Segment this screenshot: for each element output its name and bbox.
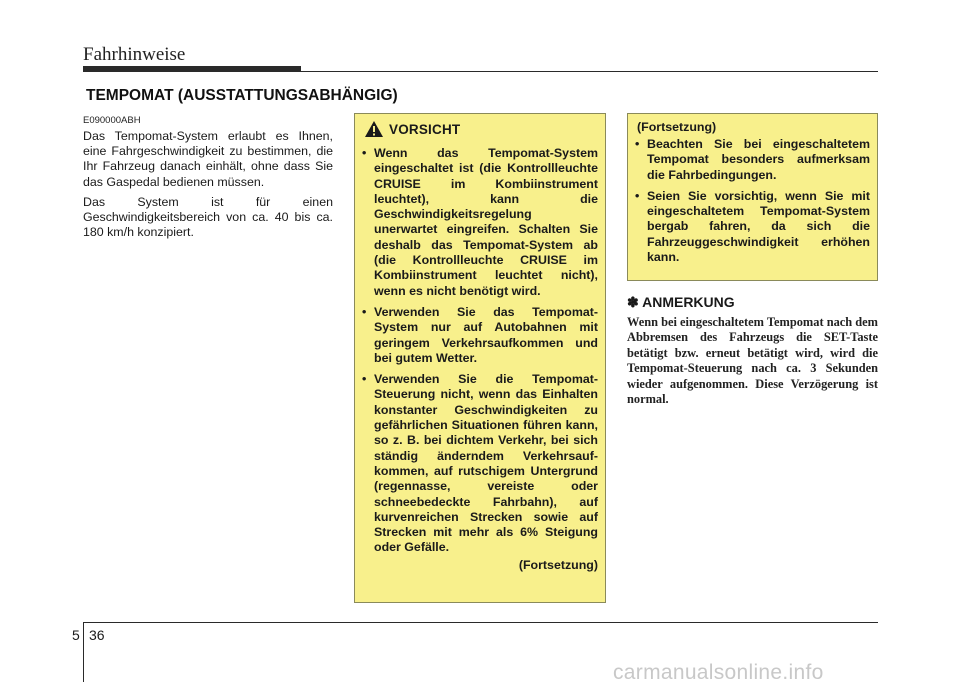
continuation-list bbox=[635, 137, 870, 265]
continuation-heading: (Fortsetzung) bbox=[637, 120, 717, 134]
header-rule bbox=[301, 71, 878, 72]
note-body: Wenn bei eingeschaltetem Tempomat nach dem Abbremsen des Fahrzeugs die SET-Taste betätigt bzw. erneut betätigt wird, wird die Tempomat-Steuerung nach ca. 3 Sekunden wieder aufgenommen. Diese Verzögerung ist normal. bbox=[627, 315, 878, 407]
warning-item: • Verwenden Sie die Tempomat-Steuerung nicht, wenn das Einhalten konstanter Geschwindigkeiten zu gefährlichen Situationen führen kann, so z. B. bei dichtem Verkehr, bei sich ständig änderndem Verkehrsaufkommen, auf rutschigem Untergrund (regennasse, vereiste oder schneebedeckte Fahrbahn), auf kurvenreichen Strecken sowie auf Strecken mit mehr als 6% Steigung oder Gefälle. bbox=[362, 372, 598, 556]
chapter-number: 5 bbox=[72, 627, 80, 643]
continuation-item: • Seien Sie vorsichtig, wenn Sie mit eingeschaltetem Tempomat-System bergab fahren, da sich die Fahrzeuggeschwindigkeit erhöhen kann. bbox=[635, 189, 870, 265]
warning-item: • Wenn das Tempomat-System eingeschaltet ist (die Kontrollleuchte CRUISE im Kombiinstrument leuchtet), kann die Geschwindigkeitsregelung unerwartet eingreifen. Schalten Sie deshalb das Tempomat-System ab (die Kontrollleuchte CRUISE im Kombiinstrument leuchtet nicht), wenn es nicht benötigt wird. bbox=[362, 146, 598, 299]
warning-list bbox=[362, 146, 598, 556]
continuation-box bbox=[627, 113, 878, 281]
section-title: TEMPOMAT (AUSSTATTUNGSABHÄNGIG) bbox=[86, 87, 398, 104]
warning-item: • Verwenden Sie das Tempomat-System nur auf Autobahnen mit geringem Verkehrsaufkommen und bei gutem Wetter. bbox=[362, 305, 598, 366]
header-bar bbox=[83, 66, 301, 72]
continued-label: (Fortsetzung) bbox=[518, 557, 598, 572]
intro-paragraph: Das System ist für einen Geschwindigkeitsbereich von ca. 40 bis ca. 180 km/h konzipiert. bbox=[83, 194, 333, 240]
warning-header bbox=[364, 120, 598, 138]
warning-title: VORSICHT bbox=[389, 121, 461, 137]
watermark: carmanualsonline.info bbox=[613, 661, 824, 684]
intro-paragraph: Das Tempomat-System erlaubt es Ihnen, eine Fahrgeschwindigkeit zu bestimmen, die Ihr Fahrzeug danach einhält, ohne dass Sie das Gaspedal bedienen müssen. bbox=[83, 129, 333, 189]
footer-divider bbox=[83, 622, 84, 682]
warning-box bbox=[354, 113, 606, 603]
continuation-item: • Beachten Sie bei eingeschaltetem Tempomat besonders aufmerksam die Fahrbedingungen. bbox=[635, 137, 870, 183]
warning-triangle-icon bbox=[364, 120, 384, 138]
note-title: ✽ ANMERKUNG bbox=[627, 294, 735, 310]
section-code: E090000ABH bbox=[83, 115, 141, 126]
page-number: 36 bbox=[89, 627, 105, 643]
intro-text bbox=[83, 129, 333, 245]
page-header-title: Fahrhinweise bbox=[83, 44, 186, 65]
footer-rule bbox=[83, 622, 878, 623]
